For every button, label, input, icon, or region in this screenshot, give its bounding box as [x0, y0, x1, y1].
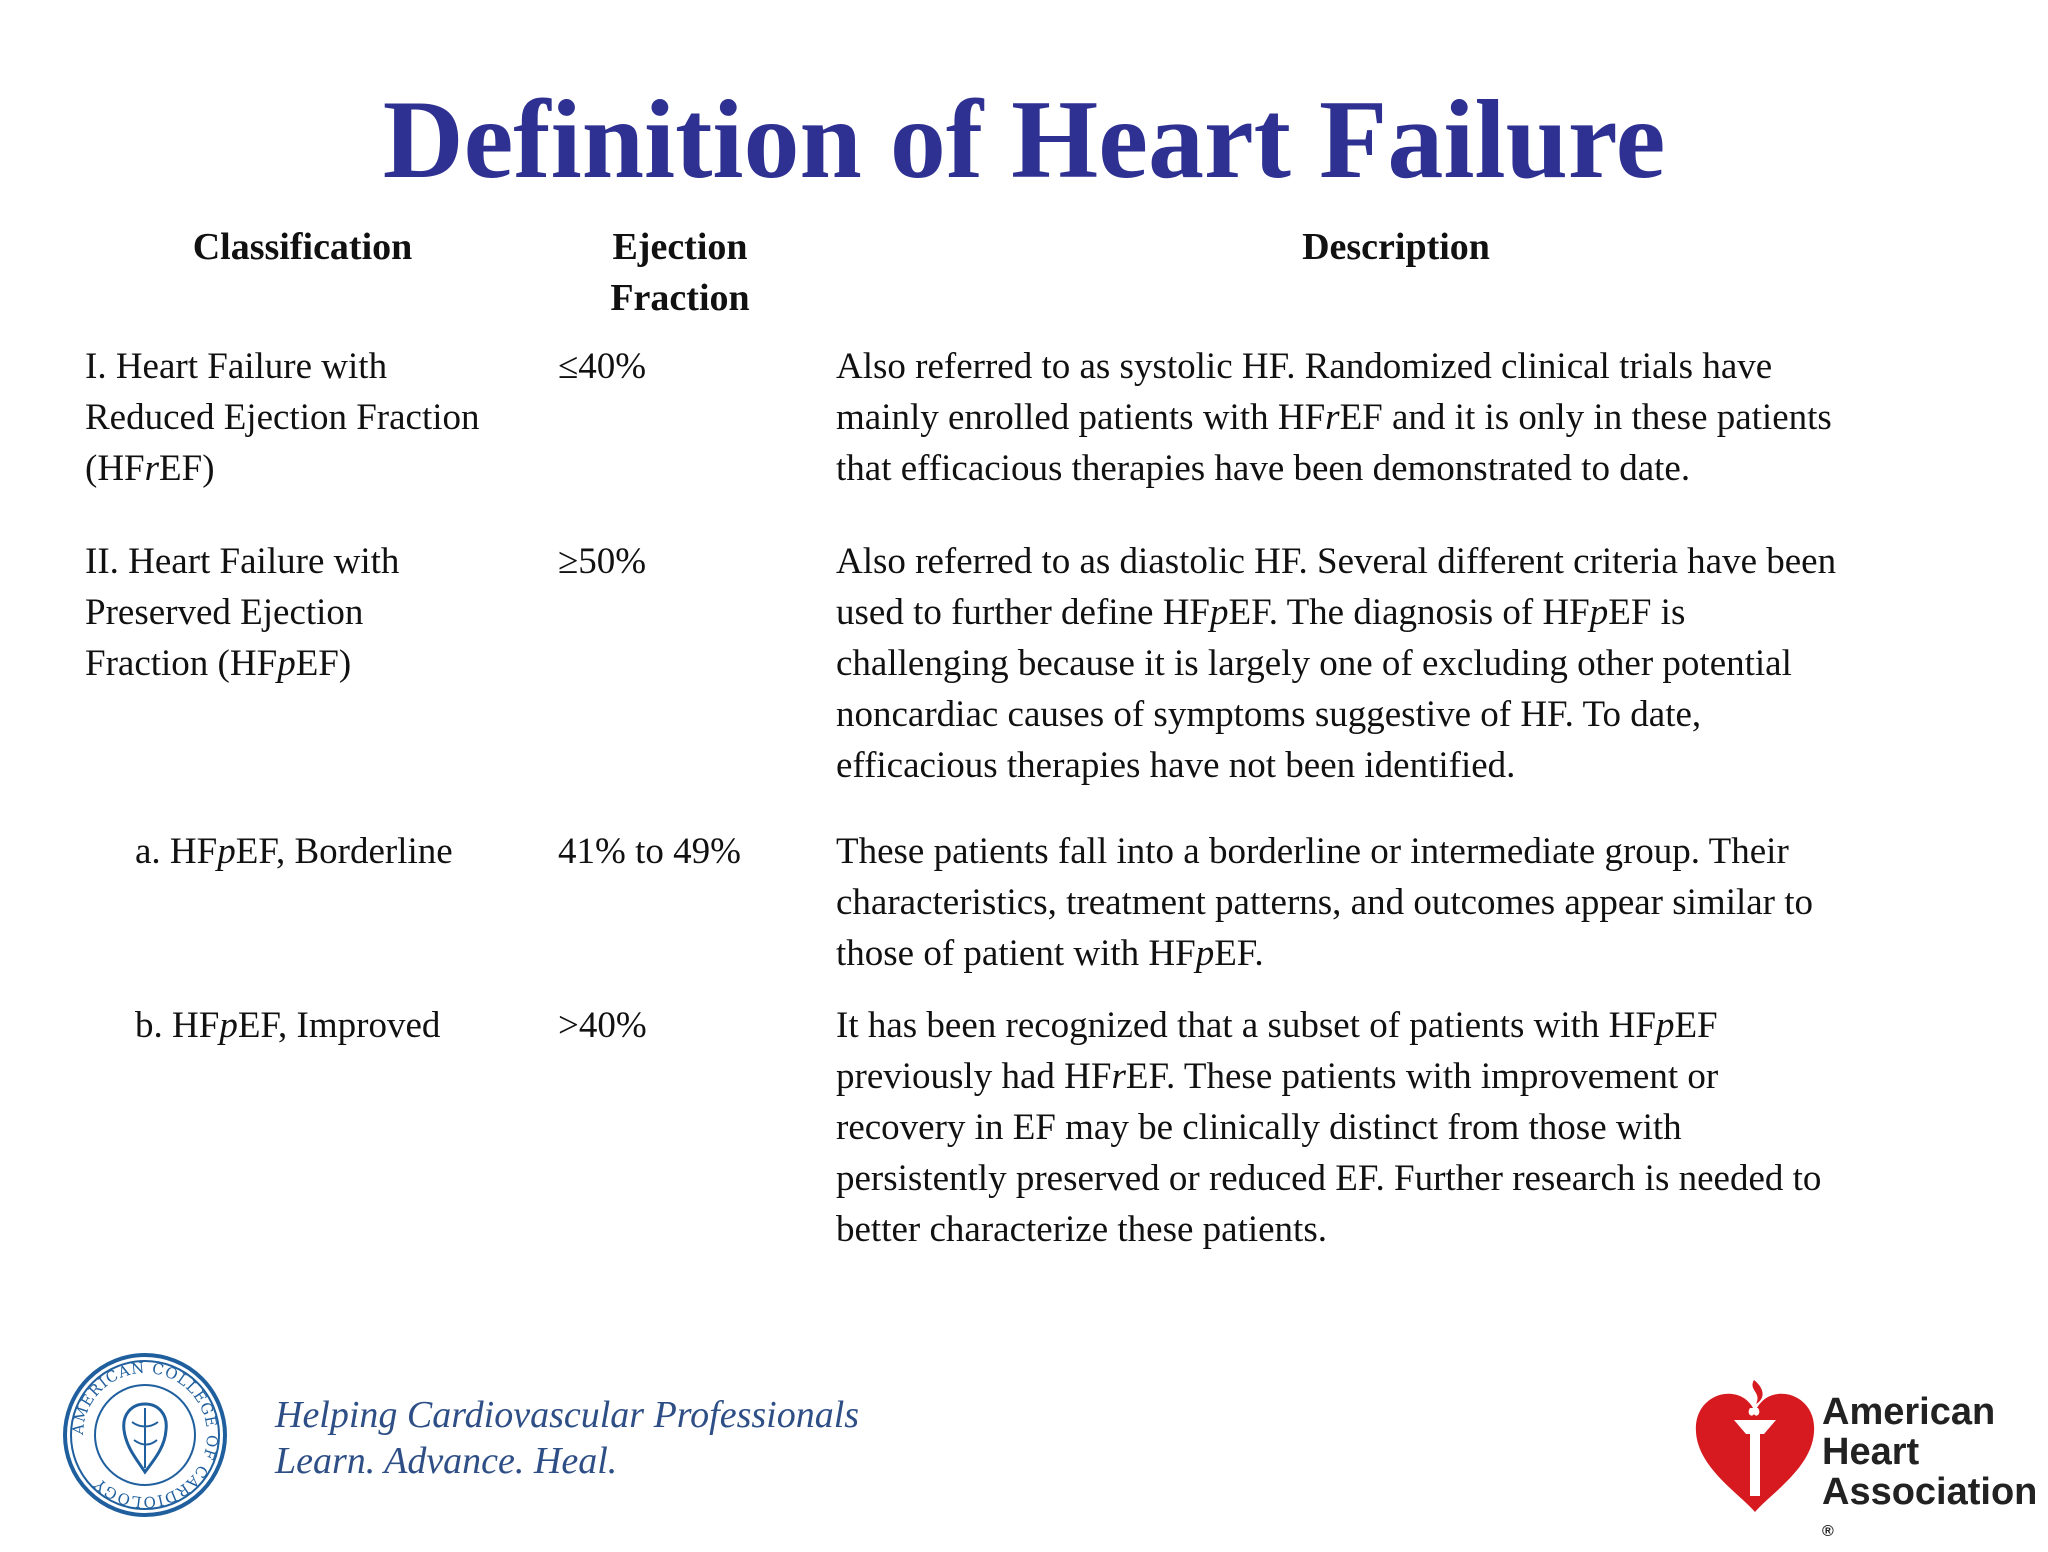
classification-line: Reduced Ejection Fraction	[85, 397, 480, 438]
acc-tagline	[275, 1392, 859, 1484]
classification-line: (HFrEF)	[85, 448, 215, 489]
ejection-fraction-cell: 41% to 49%	[558, 831, 741, 872]
page-title: Definition of Heart Failure	[382, 78, 1666, 202]
description-line: mainly enrolled patients with HFrEF and it is only in these patients	[836, 397, 1832, 438]
tagline-line: Learn. Advance. Heal.	[275, 1440, 618, 1482]
ejection-fraction-cell: >40%	[558, 1005, 647, 1046]
description-line: recovery in EF may be clinically distinct from those with	[836, 1107, 1682, 1148]
description-line: efficacious therapies have not been identified.	[836, 745, 1516, 786]
description-cell	[836, 341, 1986, 494]
ejection-fraction-cell: ≥50%	[558, 541, 647, 582]
aha-word: Association ®	[1822, 1471, 2038, 1540]
header-classification: Classification	[192, 226, 413, 268]
classification-line: b. HFpEF, Improved	[135, 1005, 441, 1046]
header-ejection-fraction	[560, 222, 800, 324]
classification-line: II. Heart Failure with	[85, 541, 400, 582]
description-line: characteristics, treatment patterns, and outcomes appear similar to	[836, 882, 1814, 923]
classification-cell	[135, 1000, 555, 1051]
description-line: previously had HFrEF. These patients with improvement or	[836, 1056, 1719, 1097]
header-ef-line: Fraction	[610, 277, 750, 319]
header-ef-line: Ejection	[612, 226, 748, 268]
classification-line: Preserved Ejection	[85, 592, 364, 633]
description-line: challenging because it is largely one of excluding other potential	[836, 643, 1792, 684]
classification-line: a. HFpEF, Borderline	[135, 831, 453, 872]
description-cell	[836, 1000, 1986, 1255]
description-line: persistently preserved or reduced EF. Further research is needed to	[836, 1158, 1822, 1199]
acc-seal-logo	[62, 1352, 228, 1518]
classification-line: I. Heart Failure with	[85, 346, 388, 387]
aha-wordmark	[1822, 1392, 2037, 1552]
description-cell	[836, 826, 1986, 979]
description-line: Also referred to as systolic HF. Randomized clinical trials have	[836, 346, 1773, 387]
description-line: those of patient with HFpEF.	[836, 933, 1264, 974]
footer	[0, 1340, 2048, 1540]
description-line: better characterize these patients.	[836, 1209, 1327, 1250]
description-line: It has been recognized that a subset of patients with HFpEF	[836, 1005, 1718, 1046]
description-cell	[836, 536, 1986, 791]
aha-word: American	[1822, 1391, 1996, 1433]
classification-cell	[85, 341, 545, 494]
ejection-fraction-cell: ≤40%	[558, 346, 647, 387]
classification-cell	[135, 826, 555, 877]
description-line: that efficacious therapies have been demonstrated to date.	[836, 448, 1691, 489]
seal-text: AMERICAN COLLEGE OF CARDIOLOGY	[68, 1358, 222, 1512]
description-line: used to further define HFpEF. The diagnosis of HFpEF is	[836, 592, 1686, 633]
classification-cell	[85, 536, 545, 689]
classification-line: Fraction (HFpEF)	[85, 643, 352, 684]
aha-heart-torch-icon	[1690, 1376, 1820, 1514]
tagline-line: Helping Cardiovascular Professionals	[275, 1394, 860, 1436]
description-line: These patients fall into a borderline or intermediate group. Their	[836, 831, 1789, 872]
description-line: noncardiac causes of symptoms suggestive of HF. To date,	[836, 694, 1702, 735]
header-description: Description	[1302, 226, 1490, 268]
description-line: Also referred to as diastolic HF. Several different criteria have been	[836, 541, 1837, 582]
aha-word: Heart	[1822, 1431, 1920, 1473]
